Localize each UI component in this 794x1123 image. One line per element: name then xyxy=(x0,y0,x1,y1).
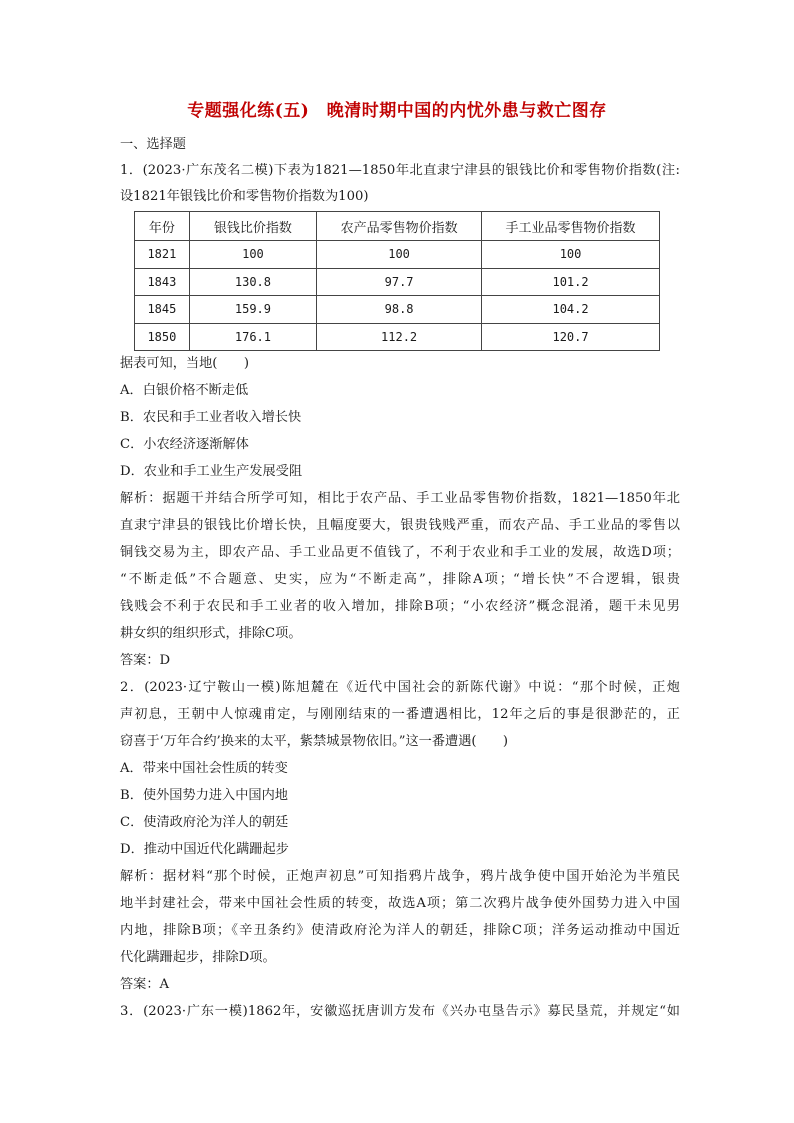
table-cell: 97.7 xyxy=(317,268,482,296)
table-header-row xyxy=(135,212,660,241)
table-cell: 1850 xyxy=(135,323,190,351)
table-cell: 100 xyxy=(317,241,482,269)
q2-analysis-line: 内地，排除B项；《辛丑条约》使清政府沦为洋人的朝廷，排除C项；洋务运动推动中国近 xyxy=(120,923,680,938)
q1-analysis-line: “不断走低”不合题意、史实，应为“不断走高”，排除A项；“增长快”不合逻辑，银贵 xyxy=(120,572,680,587)
table-row xyxy=(135,323,660,351)
table-cell: 1845 xyxy=(135,296,190,324)
q2-option-d: D．推动中国近代化蹒跚起步 xyxy=(120,842,289,857)
q2-answer: 答案：A xyxy=(120,977,170,992)
table-cell: 176.1 xyxy=(189,323,316,351)
table-cell: 130.8 xyxy=(189,268,316,296)
q2-option-a: A．带来中国社会性质的转变 xyxy=(120,761,288,776)
q2-option-c: C．使清政府沦为洋人的朝廷 xyxy=(120,815,289,830)
q1-stem-line-1: 1．(2023·广东茂名二模)下表为1821—1850年北直隶宁津县的银钱比价和零售物价指数(注: xyxy=(120,163,680,178)
q2-stem-line: 2．(2023·辽宁鞍山一模)陈旭麓在《近代中国社会的新陈代谢》中说：“那个时候，正炮 xyxy=(120,680,680,695)
q1-analysis-line: 钱贱会不利于农民和手工业者的收入增加，排除B项；“小农经济”概念混淆，题干未见男 xyxy=(120,599,680,614)
table-cell: 100 xyxy=(189,241,316,269)
table-header-cell: 年份 xyxy=(135,212,190,241)
table-header-cell: 银钱比价指数 xyxy=(189,212,316,241)
q1-analysis-line: 耕女织的组织形式，排除C项。 xyxy=(120,626,302,641)
table-row xyxy=(135,296,660,324)
page-title: 专题强化练(五) 晚清时期中国的内忧外患与救亡图存 xyxy=(187,101,607,121)
q2-analysis-line: 地半封建社会，带来中国社会性质的转变，故选A项；第二次鸦片战争使外国势力进入中国 xyxy=(120,896,680,911)
q1-answer: 答案：D xyxy=(120,653,171,668)
q2-option-b: B．使外国势力进入中国内地 xyxy=(120,788,288,803)
q1-stem-line-2: 设1821年银钱比价和零售物价指数为100) xyxy=(120,189,369,204)
q2-stem-line: 声初息，王朝中人惊魂甫定，与刚刚结束的一番遭遇相比，12年之后的事是很渺茫的，正 xyxy=(120,707,680,722)
q3-stem-line: 3．(2023·广东一模)1862年，安徽巡抚唐训方发布《兴办屯垦告示》募民垦荒，并规定“如 xyxy=(120,1004,680,1019)
table-cell: 100 xyxy=(482,241,660,269)
q1-data-table xyxy=(134,211,660,351)
q1-analysis-line: 直隶宁津县的银钱比价增长快，且幅度要大，银贵钱贱严重，而农产品、手工业品的零售以 xyxy=(120,518,680,533)
q1-option-a: A．白银价格不断走低 xyxy=(120,383,249,398)
table-cell: 159.9 xyxy=(189,296,316,324)
table-cell: 98.8 xyxy=(317,296,482,324)
q1-option-b: B．农民和手工业者收入增长快 xyxy=(120,410,302,425)
table-header-cell: 手工业品零售物价指数 xyxy=(482,212,660,241)
q1-analysis-line: 解析：据题干并结合所学可知，相比于农产品、手工业品零售物价指数，1821—1850年北 xyxy=(120,491,680,506)
q1-option-c: C．小农经济逐渐解体 xyxy=(120,437,249,452)
table-header-cell: 农产品零售物价指数 xyxy=(317,212,482,241)
table-cell: 1821 xyxy=(135,241,190,269)
table-cell: 104.2 xyxy=(482,296,660,324)
q1-analysis-line: 铜钱交易为主，即农产品、手工业品更不值钱了，不利于农业和手工业的发展，故选D项； xyxy=(120,545,680,560)
table-cell: 112.2 xyxy=(317,323,482,351)
table-cell: 1843 xyxy=(135,268,190,296)
q2-analysis-line: 解析：据材料“那个时候，正炮声初息”可知指鸦片战争，鸦片战争使中国开始沦为半殖民 xyxy=(120,869,680,884)
section-heading: 一、选择题 xyxy=(120,137,186,152)
table-row xyxy=(135,268,660,296)
table-cell: 101.2 xyxy=(482,268,660,296)
table-row xyxy=(135,241,660,269)
q1-prompt: 据表可知，当地( ) xyxy=(120,356,249,371)
q1-option-d: D．农业和手工业生产发展受阻 xyxy=(120,464,303,479)
q2-analysis-line: 代化蹒跚起步，排除D项。 xyxy=(120,950,276,965)
table-cell: 120.7 xyxy=(482,323,660,351)
q2-stem-line: 窃喜于‘万年合约’换来的太平，紫禁城景物依旧。”这一番遭遇( ) xyxy=(120,734,509,749)
